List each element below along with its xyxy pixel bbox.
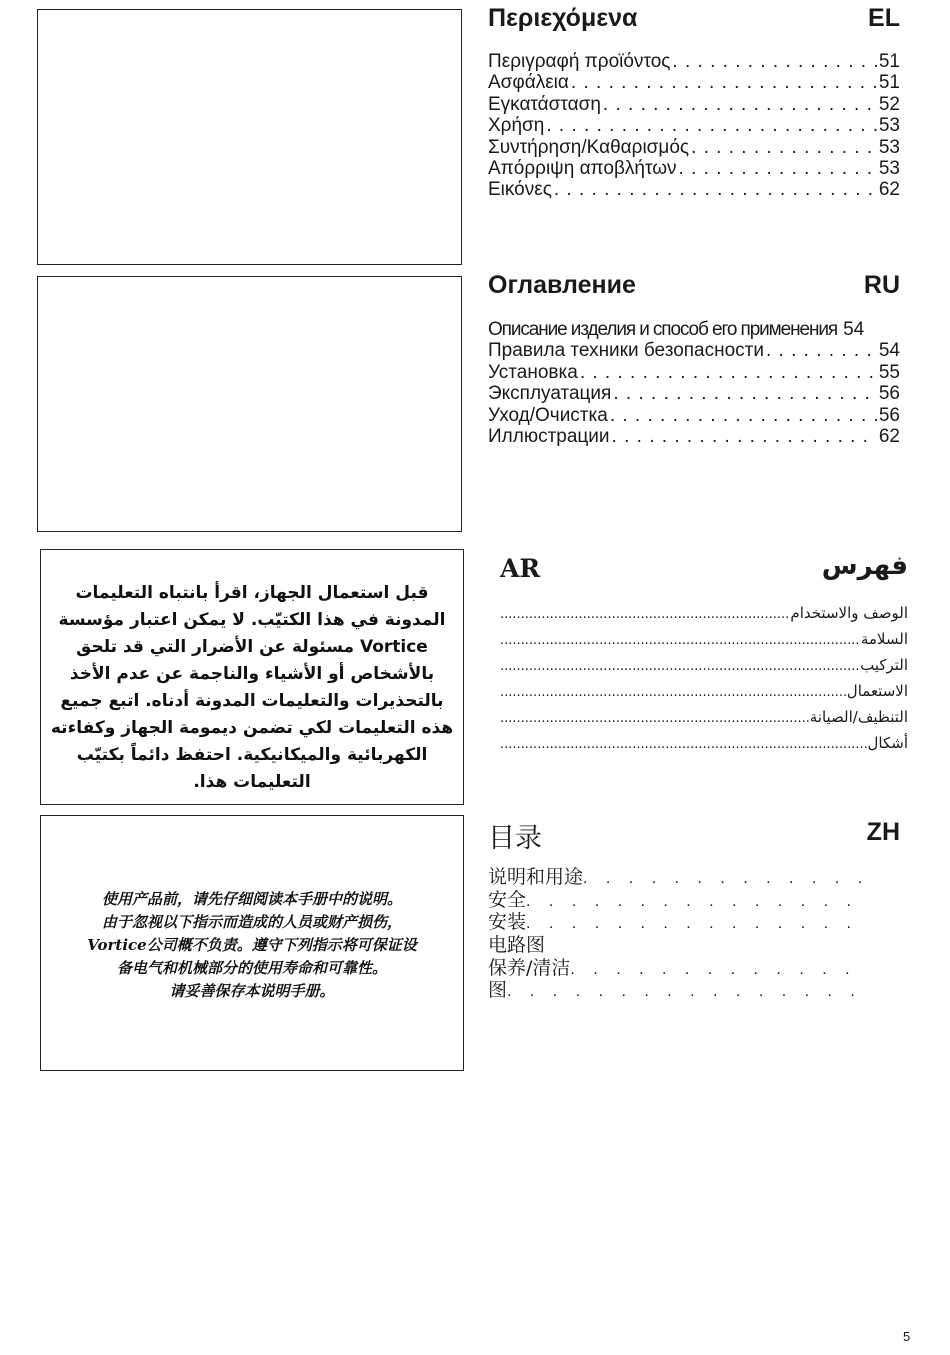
toc-entry[interactable]: Εγκατάσταση . . . 52 <box>488 94 900 115</box>
toc-entry[interactable]: Эксплуатация . . . 56 <box>488 383 900 404</box>
toc-entry[interactable]: 图 . . . <box>488 975 868 998</box>
language-code-zh: ZH <box>866 818 900 846</box>
image-placeholder-ru <box>37 276 462 532</box>
toc-section-ar <box>500 551 908 752</box>
toc-entry[interactable]: Εικόνες . . . 62 <box>488 179 900 200</box>
zh-notice-line: 使用产品前，请先仔细阅读本手册中的说明。 <box>101 890 402 908</box>
toc-entry[interactable]: 安全 . . . <box>488 885 868 908</box>
toc-list-zh <box>488 862 868 1002</box>
toc-header-ru <box>488 271 900 309</box>
toc-entry[interactable]: 保养/清洁 . . . <box>488 953 868 976</box>
toc-section-zh <box>488 818 900 1002</box>
toc-entry[interactable]: Περιγραφή προϊόντος . . . 51 <box>488 51 900 72</box>
toc-entry[interactable]: التركيب ..... <box>500 656 908 682</box>
zh-notice-text <box>41 888 463 1003</box>
image-placeholder-el <box>37 9 462 265</box>
toc-title-zh: 目录 <box>488 823 542 854</box>
toc-entry[interactable]: Συντήρηση/Καθαρισμός . . . 53 <box>488 137 900 158</box>
toc-header-ar <box>500 553 908 591</box>
page-number: 5 <box>903 1329 911 1344</box>
zh-notice-line: 由于忽视以下指示而造成的人员或财产损伤， <box>101 913 402 931</box>
toc-entry[interactable]: الوصف والاستخدام ..... <box>500 604 908 630</box>
toc-list-ru <box>488 319 900 447</box>
toc-entry[interactable]: Описание изделия и способ его применения 54 <box>488 319 865 340</box>
toc-entry[interactable]: 电路图 <box>488 934 546 957</box>
toc-title-ru: Оглавление <box>488 271 636 299</box>
zh-notice-line: Vortice公司概不负责。遵守下列指示将可保证设 <box>87 936 417 954</box>
toc-entry[interactable]: الاستعمال ..... <box>500 682 908 708</box>
toc-entry[interactable]: Правила техники безопасности . . . 54 <box>488 340 900 361</box>
toc-entry[interactable]: التنظيف/الصيانة ..... <box>500 708 908 734</box>
toc-entry[interactable]: 说明和用途 . . . <box>488 862 868 885</box>
toc-title-el: Περιεχόμενα <box>488 4 638 32</box>
toc-entry[interactable]: Установка . . . 55 <box>488 362 900 383</box>
toc-list-ar <box>500 604 908 760</box>
language-code-ar: AR <box>500 554 541 583</box>
notice-box-zh <box>40 815 464 1071</box>
language-code-el: EL <box>868 4 900 32</box>
language-code-ru: RU <box>863 271 900 299</box>
toc-entry[interactable]: 安装 . . . <box>488 907 868 930</box>
zh-notice-line: 请妥善保存本说明手册。 <box>169 982 335 1000</box>
toc-entry[interactable]: Ασφάλεια . . . 51 <box>488 72 900 93</box>
toc-header-el <box>488 4 900 42</box>
toc-header-zh <box>488 818 900 856</box>
toc-title-ar: فهرس <box>821 551 908 581</box>
toc-list-el <box>488 51 900 201</box>
toc-entry[interactable]: السلامة ..... <box>500 630 908 656</box>
zh-notice-line: 备电气和机械部分的使用寿命和可靠性。 <box>116 959 387 977</box>
toc-entry[interactable]: Απόρριψη αποβλήτων . . . 53 <box>488 158 900 179</box>
toc-entry[interactable]: Уход/Очистка . . . 56 <box>488 405 900 426</box>
toc-section-ru <box>488 271 900 447</box>
toc-entry[interactable]: Χρήση . . . 53 <box>488 115 900 136</box>
ar-notice-text: قبل استعمال الجهاز، اقرأ بانتباه التعليمات المدونة في هذا الكتيّب. لا يمكن اعتبار مؤسسة Vortice مسئولة عن الأضرار التي قد تلحق بالأشخاص أو الأشياء والناجمة عن عدم الأخذ بالتحذيرات والتعليمات المدونة أدناه. اتبع جميع هذه التعليمات لكي تضمن ديمومة الجهاز وكفاءته الكهربائية والميكانيكية. احتفظ دائماً بكتيّب التعليمات هذا. <box>50 583 454 792</box>
notice-box-ar <box>40 549 464 805</box>
toc-entry[interactable]: Иллюстрации . . . 62 <box>488 426 900 447</box>
toc-entry[interactable]: أشكال ..... <box>500 734 908 760</box>
toc-section-el <box>488 4 900 201</box>
